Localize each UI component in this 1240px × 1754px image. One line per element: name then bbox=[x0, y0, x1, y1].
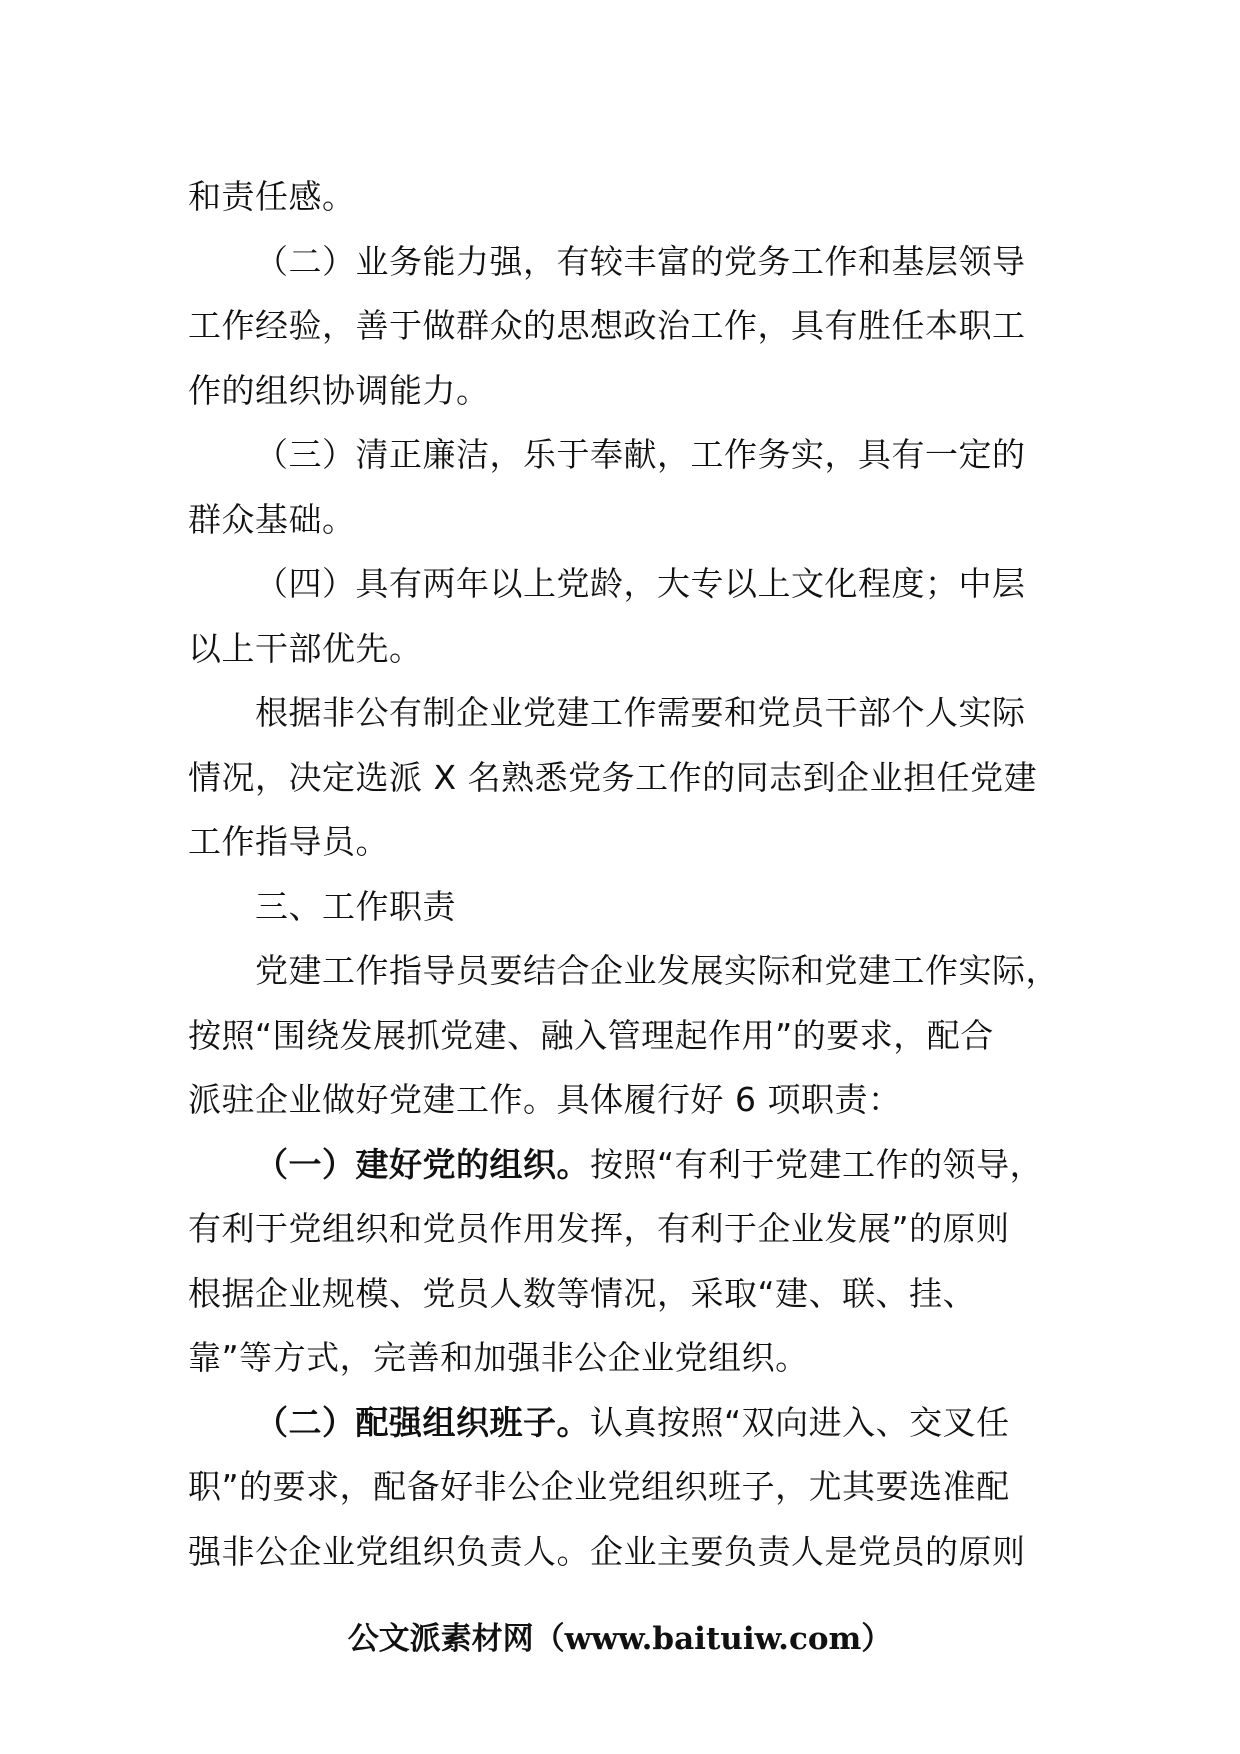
duty-2-text: 认真按照“双向进入、交叉任 bbox=[590, 1402, 1010, 1442]
text-line: （二）业务能力强，有较丰富的党务工作和基层领导 bbox=[255, 241, 1026, 281]
text-line: 派驻企业做好党建工作。具体履行好 6 项职责： bbox=[188, 1080, 902, 1119]
footer-watermark: 公文派素材网（www.baituiw.com） bbox=[347, 1621, 893, 1657]
text-line: 职”的要求，配备好非公企业党组织班子，尤其要选准配 bbox=[188, 1467, 1010, 1506]
section-heading: 三、工作职责 bbox=[255, 886, 456, 926]
duty-2-heading: （二）配强组织班子。 bbox=[255, 1402, 590, 1442]
text-line: 工作经验，善于做群众的思想政治工作，具有胜任本职工 bbox=[188, 306, 1026, 345]
text-line: 和责任感。 bbox=[188, 177, 356, 216]
text-line: 群众基础。 bbox=[188, 499, 356, 539]
text-line: 党建工作指导员要结合企业发展实际和党建工作实际， bbox=[255, 951, 1059, 990]
text-line: 根据非公有制企业党建工作需要和党员干部个人实际 bbox=[255, 693, 1026, 732]
text-line: 以上干部优先。 bbox=[188, 628, 423, 668]
text-line: 作的组织协调能力。 bbox=[188, 370, 490, 410]
duty-1-line bbox=[188, 1133, 1088, 1198]
text-line: 强非公企业党组织负责人。企业主要负责人是党员的原则 bbox=[188, 1531, 1026, 1571]
document-body bbox=[188, 165, 1088, 1584]
text-line: （三）清正廉洁，乐于奉献，工作务实，具有一定的 bbox=[255, 435, 1026, 474]
duty-1-heading: （一）建好党的组织。 bbox=[255, 1144, 590, 1184]
text-line: 靠”等方式，完善和加强非公企业党组织。 bbox=[188, 1338, 809, 1377]
text-line: 按照“围绕发展抓党建、融入管理起作用”的要求，配合 bbox=[188, 1015, 994, 1055]
text-line: 根据企业规模、党员人数等情况，采取“建、联、挂、 bbox=[188, 1273, 977, 1313]
text-line: 工作指导员。 bbox=[188, 822, 389, 861]
duty-2-line bbox=[188, 1391, 1088, 1456]
duty-1-text: 按照“有利于党建工作的领导， bbox=[590, 1144, 1044, 1184]
text-line: （四）具有两年以上党龄，大专以上文化程度；中层 bbox=[255, 564, 1026, 603]
text-line: 情况，决定选派 X 名熟悉党务工作的同志到企业担任党建 bbox=[188, 757, 1038, 797]
text-line: 有利于党组织和党员作用发挥，有利于企业发展”的原则 bbox=[188, 1209, 1010, 1248]
